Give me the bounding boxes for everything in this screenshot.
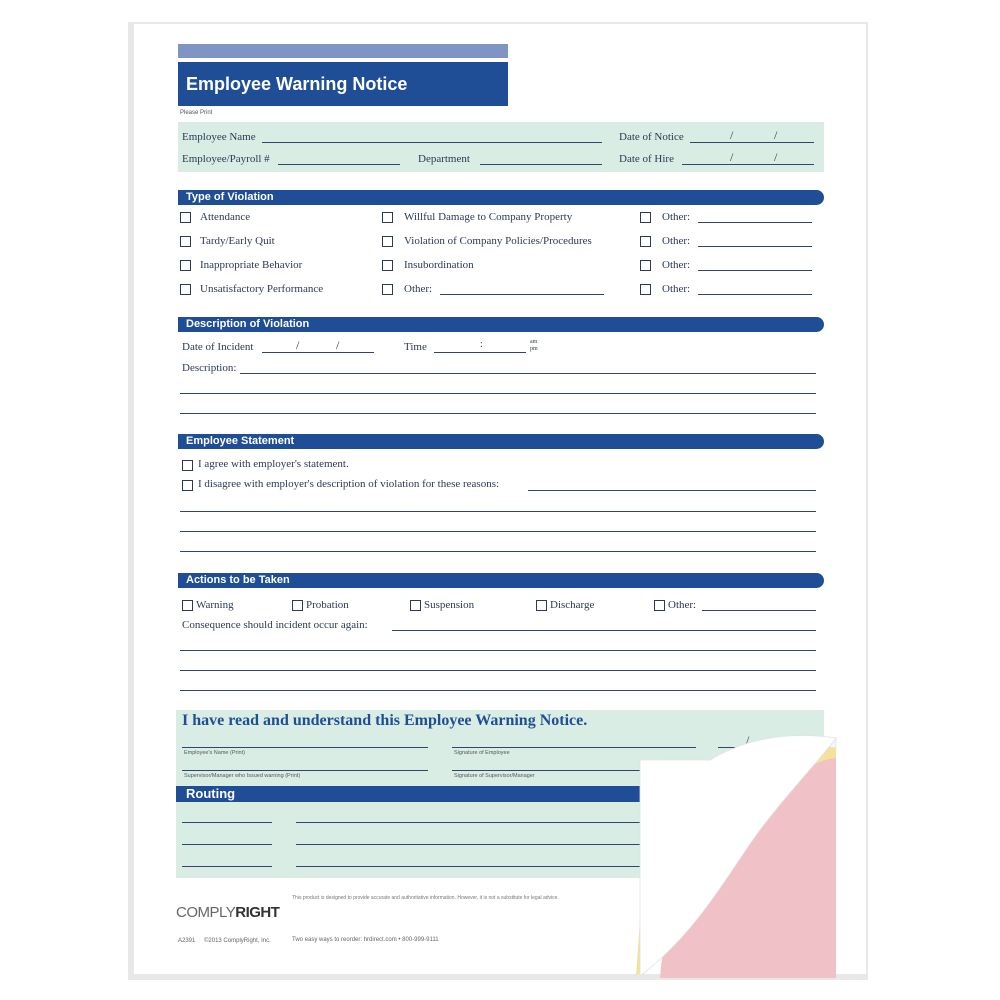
other-field[interactable] bbox=[698, 222, 812, 223]
copyright: ©2013 ComplyRight, Inc. bbox=[204, 938, 271, 944]
other-field[interactable] bbox=[440, 294, 604, 295]
consequence-line-4[interactable] bbox=[180, 690, 816, 691]
employee-statement-header: Employee Statement bbox=[178, 434, 824, 449]
date-of-notice-field[interactable] bbox=[690, 142, 814, 143]
violation-label: Inappropriate Behavior bbox=[200, 259, 303, 271]
checkbox-unsatisfactory-performance[interactable] bbox=[180, 284, 191, 295]
checkbox-other-4[interactable] bbox=[640, 284, 651, 295]
type-of-violation-header: Type of Violation bbox=[178, 190, 824, 205]
disclaimer-text: This product is designed to provide accurate and authoritative information. However, it is not a substitute for legal advice. bbox=[292, 895, 559, 901]
checkbox-other-2[interactable] bbox=[640, 236, 651, 247]
routing-line[interactable] bbox=[182, 866, 272, 867]
checkbox-willful-damage[interactable] bbox=[382, 212, 393, 223]
supervisor-signature-label: Signature of Supervisor/Manager bbox=[454, 773, 535, 779]
am-pm-marker: am pm bbox=[530, 339, 538, 352]
routing-line[interactable] bbox=[182, 822, 272, 823]
employee-name-label: Employee Name bbox=[182, 131, 256, 143]
date-of-hire-label: Date of Hire bbox=[619, 153, 674, 165]
routing-header: Routing bbox=[176, 786, 824, 802]
actions-header: Actions to be Taken bbox=[178, 573, 824, 588]
violation-label: Other: bbox=[662, 211, 691, 223]
violation-label: Other: bbox=[404, 283, 433, 295]
other-field[interactable] bbox=[698, 270, 812, 271]
description-of-violation-header: Description of Violation bbox=[178, 317, 824, 332]
complyright-logo: COMPLYRIGHT bbox=[176, 904, 280, 921]
violation-label: Other: bbox=[662, 259, 691, 271]
employee-name-print-field[interactable] bbox=[182, 747, 428, 748]
carbonless-copies-illustration bbox=[600, 720, 840, 980]
supervisor-name-field[interactable] bbox=[182, 770, 428, 771]
date-of-incident-label: Date of Incident bbox=[182, 341, 254, 353]
checkbox-suspension[interactable] bbox=[410, 600, 421, 611]
action-other-field[interactable] bbox=[702, 610, 816, 611]
description-line-2[interactable] bbox=[180, 393, 816, 394]
description-line-1[interactable] bbox=[240, 373, 816, 374]
checkbox-tardy[interactable] bbox=[180, 236, 191, 247]
checkbox-attendance[interactable] bbox=[180, 212, 191, 223]
checkbox-other-col2[interactable] bbox=[382, 284, 393, 295]
date-of-notice-label: Date of Notice bbox=[619, 131, 684, 143]
employee-name-print-label: Employee's Name (Print) bbox=[184, 750, 245, 756]
statement-line-3[interactable] bbox=[180, 531, 816, 532]
checkbox-other-3[interactable] bbox=[640, 260, 651, 271]
action-label: Warning bbox=[196, 599, 234, 611]
action-label: Suspension bbox=[424, 599, 475, 611]
disagree-label: I disagree with employer's description of violation for these reasons: bbox=[198, 478, 500, 490]
supervisor-name-label: Supervisor/Manager who Issued warning (Print) bbox=[184, 773, 301, 779]
checkbox-insubordination[interactable] bbox=[382, 260, 393, 271]
checkbox-other-1[interactable] bbox=[640, 212, 651, 223]
employee-name-field[interactable] bbox=[262, 142, 602, 143]
other-field[interactable] bbox=[698, 246, 812, 247]
consequence-line-1[interactable] bbox=[392, 630, 816, 631]
employee-signature-label: Signature of Employee bbox=[454, 750, 510, 756]
employee-payroll-field[interactable] bbox=[278, 164, 400, 165]
reorder-text: Two easy ways to reorder: hrdirect.com • 800-999-9111 bbox=[292, 937, 439, 943]
checkbox-disagree[interactable] bbox=[182, 480, 193, 491]
action-label: Other: bbox=[668, 599, 697, 611]
checkbox-inappropriate-behavior[interactable] bbox=[180, 260, 191, 271]
date-of-incident-field[interactable] bbox=[262, 352, 374, 353]
consequence-line-2[interactable] bbox=[180, 650, 816, 651]
checkbox-policy-violation[interactable] bbox=[382, 236, 393, 247]
checkbox-action-other[interactable] bbox=[654, 600, 665, 611]
violation-label: Attendance bbox=[200, 211, 251, 223]
other-field[interactable] bbox=[698, 294, 812, 295]
consequence-line-3[interactable] bbox=[180, 670, 816, 671]
time-label: Time bbox=[404, 341, 427, 353]
title-accent-bar bbox=[178, 44, 508, 58]
consequence-label: Consequence should incident occur again: bbox=[182, 619, 368, 631]
violation-label: Other: bbox=[662, 283, 691, 295]
violation-label: Tardy/Early Quit bbox=[200, 235, 275, 247]
violation-label: Violation of Company Policies/Procedures bbox=[404, 235, 592, 247]
description-line-3[interactable] bbox=[180, 413, 816, 414]
routing-line[interactable] bbox=[182, 844, 272, 845]
disagree-line-1[interactable] bbox=[528, 490, 816, 491]
checkbox-probation[interactable] bbox=[292, 600, 303, 611]
checkbox-agree[interactable] bbox=[182, 460, 193, 471]
violation-label: Insubordination bbox=[404, 259, 474, 271]
violation-label: Other: bbox=[662, 235, 691, 247]
date-of-hire-field[interactable] bbox=[682, 164, 814, 165]
form-title: Employee Warning Notice bbox=[178, 62, 508, 106]
department-label: Department bbox=[418, 153, 470, 165]
please-print-note: Please Print bbox=[180, 110, 213, 116]
employee-payroll-label: Employee/Payroll # bbox=[182, 153, 270, 165]
agree-label: I agree with employer's statement. bbox=[198, 458, 349, 470]
violation-label: Unsatisfactory Performance bbox=[200, 283, 324, 295]
form-code: A2391 bbox=[178, 938, 196, 944]
checkbox-discharge[interactable] bbox=[536, 600, 547, 611]
time-field[interactable] bbox=[434, 352, 526, 353]
department-field[interactable] bbox=[480, 164, 602, 165]
acknowledgement-heading: I have read and understand this Employee Warning Notice. bbox=[182, 712, 588, 729]
action-label: Discharge bbox=[550, 599, 595, 611]
statement-line-4[interactable] bbox=[180, 551, 816, 552]
checkbox-warning[interactable] bbox=[182, 600, 193, 611]
statement-line-2[interactable] bbox=[180, 511, 816, 512]
violation-label: Willful Damage to Company Property bbox=[404, 211, 573, 223]
description-label: Description: bbox=[182, 362, 237, 374]
action-label: Probation bbox=[306, 599, 349, 611]
